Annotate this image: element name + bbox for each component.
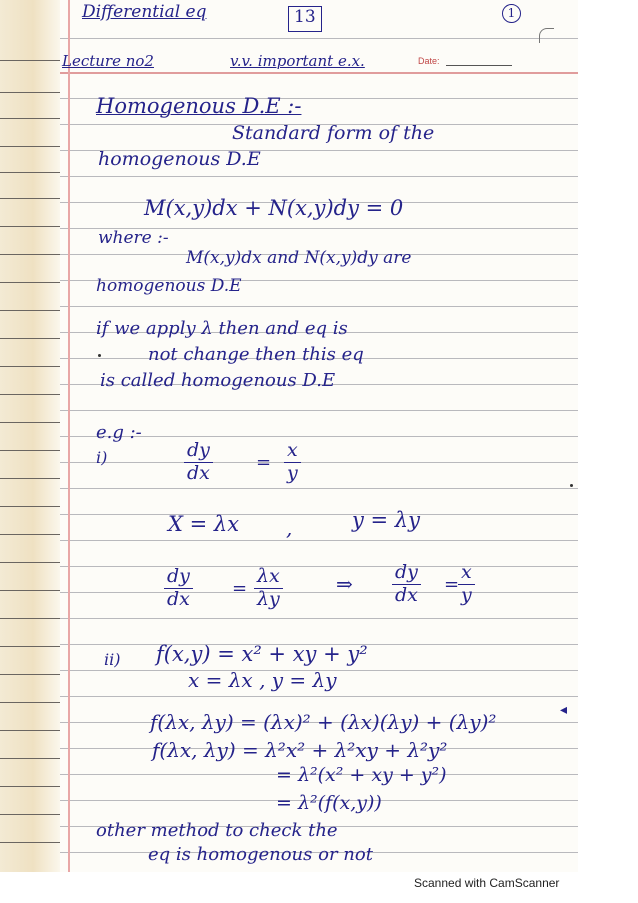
edge-line (0, 172, 60, 173)
implies-arrow: ⇒ (336, 572, 353, 596)
edge-line (0, 92, 60, 93)
edge-line (0, 198, 60, 199)
fraction-denominator: y (287, 461, 298, 484)
text-line: Standard form of the (232, 122, 435, 144)
edge-line (0, 842, 60, 843)
substitution-x: X = λx (168, 512, 240, 536)
edge-line (0, 534, 60, 535)
comma: , (286, 516, 293, 540)
edge-line (0, 118, 60, 119)
fraction-x-y (284, 440, 301, 485)
equals-sign: = (444, 574, 460, 595)
arrow-mark: ◂ (560, 702, 568, 718)
lecture-label: Lecture no2 (62, 52, 154, 70)
edge-line (0, 310, 60, 311)
edge-line (0, 226, 60, 227)
edge-line (0, 730, 60, 731)
edge-line (0, 506, 60, 507)
text-line: where :- (98, 228, 169, 248)
substitution-y: y = λy (352, 508, 420, 532)
edge-line (0, 282, 60, 283)
page-circle-number: 1 (502, 4, 521, 23)
ink-dot (98, 354, 101, 357)
edge-line (0, 450, 60, 451)
fraction-dy-dx (184, 440, 213, 485)
ruled-line (60, 540, 578, 541)
date-label: Date: (418, 56, 440, 66)
edge-line (0, 814, 60, 815)
text-line: if we apply λ then and eq is (96, 318, 348, 339)
header-red-line (60, 72, 578, 74)
ruled-line (60, 38, 578, 39)
notebook-page (60, 0, 578, 872)
fraction-denominator: y (461, 583, 472, 606)
ruled-line (60, 306, 578, 307)
fraction-dy-dx (164, 566, 193, 611)
margin-red-line (68, 0, 70, 872)
ruled-line (60, 696, 578, 697)
fraction-x-y (458, 562, 475, 607)
fraction-numerator: λx (254, 566, 283, 589)
bracket-mark (539, 28, 554, 43)
example-number: ii) (104, 650, 121, 669)
fraction-numerator: x (284, 440, 301, 463)
ruled-line (60, 618, 578, 619)
text-line: eq is homogenous or not (148, 844, 373, 865)
ruled-line (60, 592, 578, 593)
ruled-line (60, 176, 578, 177)
text-line: is called homogenous D.E (100, 370, 336, 391)
edge-line (0, 758, 60, 759)
ruled-line (60, 410, 578, 411)
edge-line (0, 702, 60, 703)
date-line (446, 65, 512, 66)
ruled-line (60, 488, 578, 489)
general-equation: M(x,y)dx + N(x,y)dy = 0 (144, 196, 404, 220)
edge-line (0, 562, 60, 563)
edge-line (0, 422, 60, 423)
page-edge (0, 0, 60, 872)
fraction-numerator: dy (184, 440, 213, 463)
fraction-denominator: dx (187, 461, 210, 484)
example-number: i) (96, 448, 108, 467)
fraction-dy-dx (392, 562, 421, 607)
edge-line (0, 674, 60, 675)
substitution-line: x = λx , y = λy (188, 668, 337, 692)
example-label: e.g :- (96, 422, 142, 443)
edge-line (0, 646, 60, 647)
text-line: homogenous D.E (96, 276, 242, 296)
text-line: not change then this eq (148, 344, 364, 365)
edge-line (0, 618, 60, 619)
edge-line (0, 478, 60, 479)
ruled-line (60, 566, 578, 567)
equals-sign: = (256, 452, 272, 473)
edge-line (0, 338, 60, 339)
page-number: 13 (294, 7, 316, 27)
fraction-denominator: λy (257, 587, 280, 610)
derivation-step: = λ²(x² + xy + y²) (276, 764, 447, 786)
page-title: Differential eq (82, 2, 207, 22)
edge-line (0, 254, 60, 255)
derivation-step: = λ²(f(x,y)) (276, 792, 382, 814)
ink-dot (570, 484, 573, 487)
text-line: M(x,y)dx and N(x,y)dy are (186, 248, 412, 268)
edge-line (0, 146, 60, 147)
ruled-line (60, 462, 578, 463)
edge-line (0, 366, 60, 367)
fraction-lambda (254, 566, 283, 611)
fraction-denominator: dx (395, 583, 418, 606)
fraction-numerator: x (458, 562, 475, 585)
equals-sign: = (232, 578, 248, 599)
important-note: v.v. important e.x. (230, 52, 365, 70)
scanner-watermark: Scanned with CamScanner (414, 876, 560, 890)
edge-line (0, 60, 60, 61)
fraction-numerator: dy (164, 566, 193, 589)
text-line: homogenous D.E (98, 148, 261, 170)
derivation-step: f(λx, λy) = (λx)² + (λx)(λy) + (λy)² (150, 710, 497, 734)
section-heading: Homogenous D.E :- (96, 94, 302, 118)
derivation-step: f(λx, λy) = λ²x² + λ²xy + λ²y² (152, 738, 448, 762)
fraction-numerator: dy (392, 562, 421, 585)
edge-line (0, 590, 60, 591)
fraction-denominator: dx (167, 587, 190, 610)
text-line: other method to check the (96, 820, 338, 841)
edge-line (0, 394, 60, 395)
edge-line (0, 786, 60, 787)
ruled-line (60, 514, 578, 515)
function-definition: f(x,y) = x² + xy + y² (156, 642, 368, 666)
